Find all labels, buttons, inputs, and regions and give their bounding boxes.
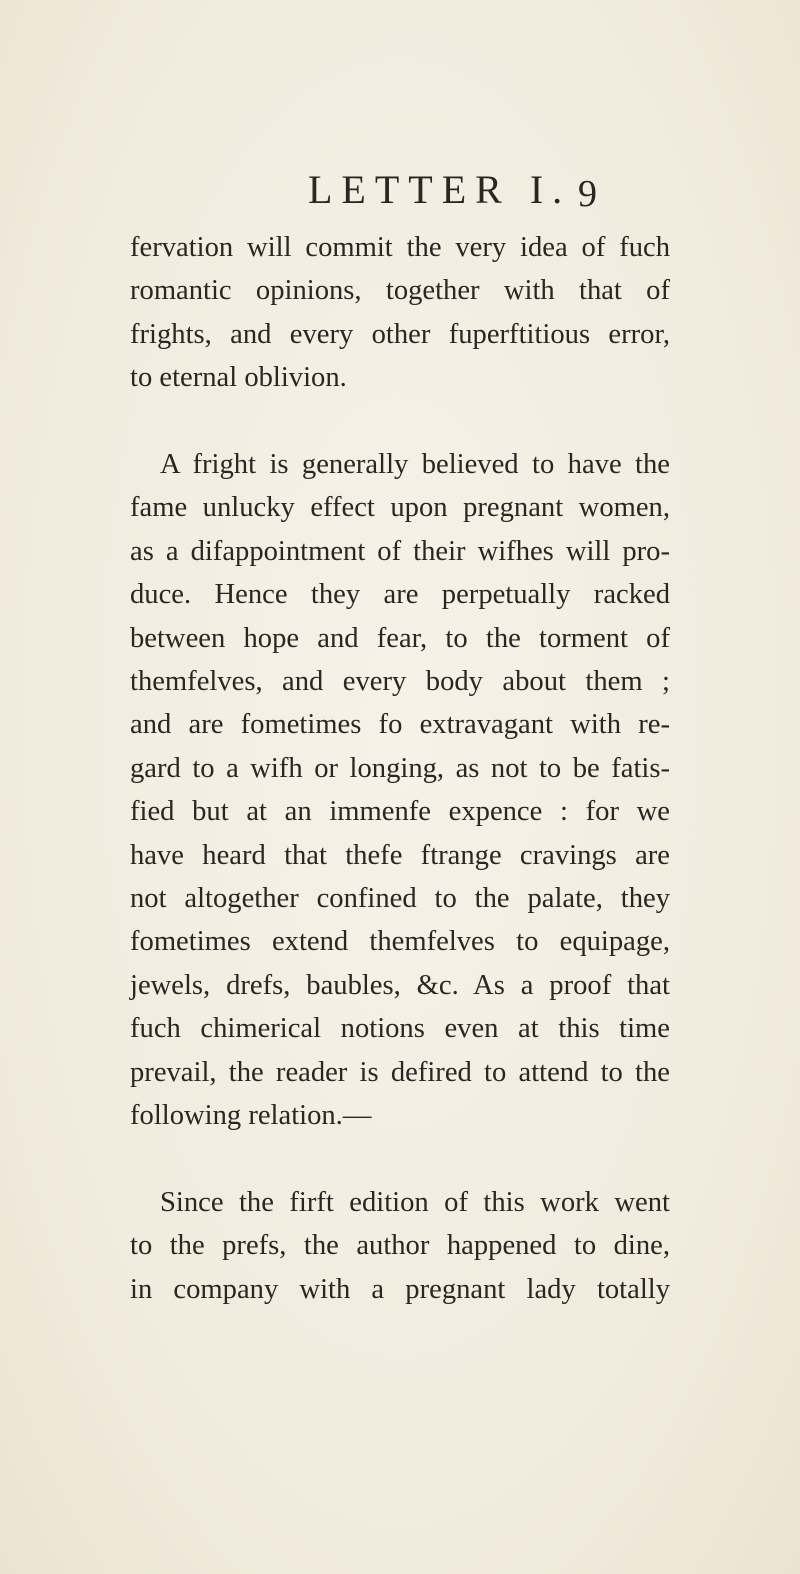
text-line: to eternal oblivion. xyxy=(130,362,347,394)
text-line: gard to a wifh or longing, as not to be fatis- xyxy=(130,752,670,784)
text-line: following relation.— xyxy=(130,1100,372,1132)
text-line: to the prefs, the author happened to dine, xyxy=(130,1230,670,1262)
text-line: jewels, drefs, baubles, &c. As a proof that xyxy=(130,969,670,1001)
running-title: LETTER I. xyxy=(308,167,572,212)
text-line: duce. Hence they are perpetually racked xyxy=(130,579,670,611)
text-line: fervation will commit the very idea of fuch xyxy=(130,232,670,263)
text-line: prevail, the reader is defired to attend to the xyxy=(130,1056,670,1088)
text-line: Since the firft edition of this work went xyxy=(160,1186,670,1218)
text-line: themfelves, and every body about them ; xyxy=(130,666,670,698)
text-line: fied but at an immenfe expence : for we xyxy=(130,796,670,828)
text-line: fometimes extend themfelves to equipage, xyxy=(130,926,670,958)
paragraph-2 xyxy=(130,443,670,1138)
paragraph-1 xyxy=(130,226,670,400)
text-line: as a difappointment of their wifhes will pro- xyxy=(130,535,670,567)
text-line: between hope and fear, to the torment of xyxy=(130,622,670,654)
paragraph-3 xyxy=(130,1181,670,1311)
page-number: 9 xyxy=(578,173,597,215)
text-line: in company with a pregnant lady totally xyxy=(130,1273,670,1305)
page-header xyxy=(0,160,800,220)
text-line: and are fometimes fo extravagant with re- xyxy=(130,709,670,741)
body-text xyxy=(130,226,670,1311)
text-line: fame unlucky effect upon pregnant women, xyxy=(130,492,670,524)
text-line: A fright is generally believed to have the xyxy=(160,449,670,481)
text-line: frights, and every other fuperftitious error, xyxy=(130,318,670,350)
text-line: romantic opinions, together with that of xyxy=(130,275,670,307)
text-line: not altogether confined to the palate, they xyxy=(130,883,670,915)
text-line: fuch chimerical notions even at this time xyxy=(130,1013,670,1045)
text-line: have heard that thefe ftrange cravings are xyxy=(130,839,670,871)
